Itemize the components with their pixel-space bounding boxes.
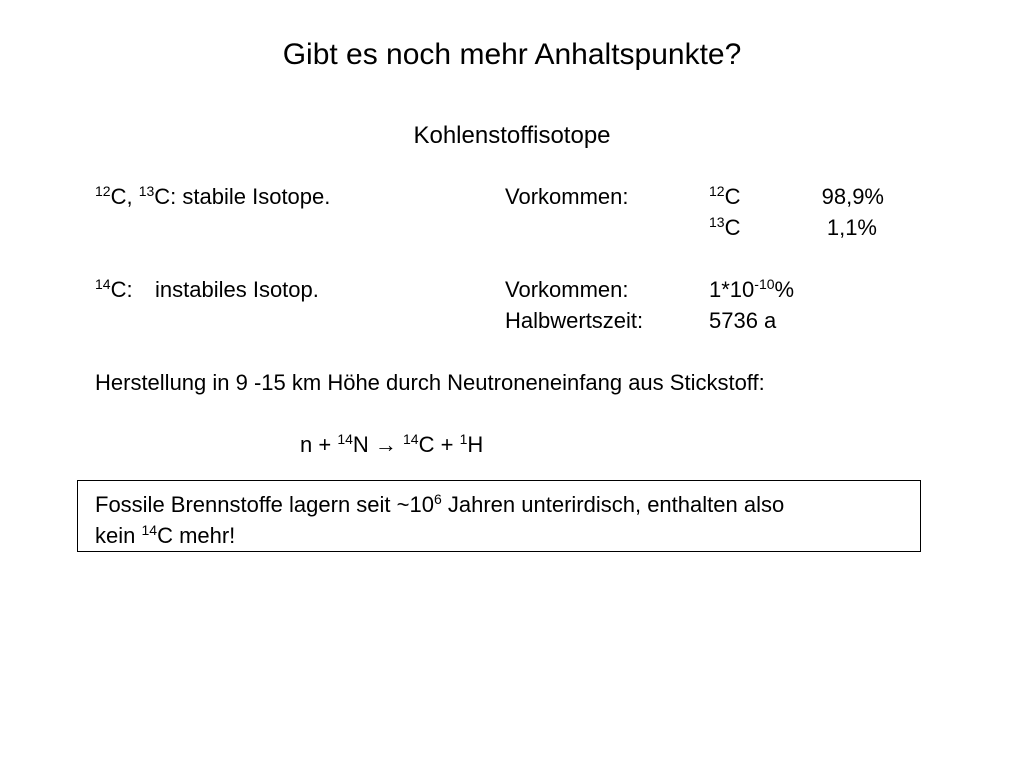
c14-mass: 14 — [95, 276, 111, 292]
fossil-note-line-1 — [95, 492, 784, 518]
halflife-value: 5736 a — [709, 308, 777, 333]
fossil-line1-start: Fossile Brennstoffe lagern seit ~10 — [95, 492, 434, 517]
reaction-c-mass: 14 — [403, 431, 419, 447]
occurrence-c12-isotope — [709, 184, 740, 210]
unstable-isotope-symbol — [95, 277, 133, 303]
c12-mass: 12 — [95, 183, 111, 199]
reaction-n-mass: 14 — [337, 431, 353, 447]
fossil-line2-start: kein — [95, 523, 142, 548]
occurrence-c13-value: 1,1% — [826, 215, 877, 240]
fossil-note-line-2 — [95, 523, 235, 549]
reaction-equation — [300, 432, 483, 458]
fossil-line2-mass: 14 — [141, 522, 158, 538]
fossil-line1-end: Jahren unterirdisch, enthalten also — [441, 492, 785, 517]
reaction-nitrogen: N → — [352, 432, 404, 457]
reaction-h-mass: 1 — [459, 431, 468, 447]
halflife-label: Halbwertszeit: — [505, 308, 644, 333]
occurrence-c13-isotope — [709, 215, 740, 241]
reaction-neutron: n + — [300, 432, 338, 457]
fossil-line2-end: C mehr! — [157, 523, 236, 548]
occurrence-c13-symbol: C — [724, 215, 741, 240]
unstable-occurrence-value — [709, 277, 794, 303]
stable-isotopes-text — [95, 184, 330, 210]
slide-subtitle: Kohlenstoffisotope — [413, 122, 611, 149]
occurrence-c12-symbol: C — [724, 184, 741, 209]
slide-title: Gibt es noch mehr Anhaltspunkte? — [282, 38, 742, 71]
occurrence-base: 1*10 — [709, 277, 755, 302]
occurrence-exponent: -10 — [754, 276, 775, 292]
c12-symbol: C, — [110, 184, 139, 209]
occurrence-unit: % — [774, 277, 795, 302]
unstable-isotope-text: instabiles Isotop. — [155, 277, 319, 302]
stable-isotopes-label: C: stabile Isotope. — [154, 184, 331, 209]
unstable-occurrence-label: Vorkommen: — [505, 277, 629, 302]
occurrence-c13-mass: 13 — [709, 214, 725, 230]
production-text: Herstellung in 9 -15 km Höhe durch Neutroneneinfang aus Stickstoff: — [95, 370, 765, 395]
reaction-carbon: C + — [418, 432, 460, 457]
occurrence-c12-value: 98,9% — [821, 184, 884, 209]
occurrence-c12-mass: 12 — [709, 183, 725, 199]
c14-symbol: C: — [110, 277, 133, 302]
c13-mass: 13 — [138, 183, 155, 199]
stable-occurrence-label: Vorkommen: — [505, 184, 629, 209]
fossil-line1-exponent: 6 — [433, 491, 442, 507]
reaction-hydrogen: H — [467, 432, 484, 457]
